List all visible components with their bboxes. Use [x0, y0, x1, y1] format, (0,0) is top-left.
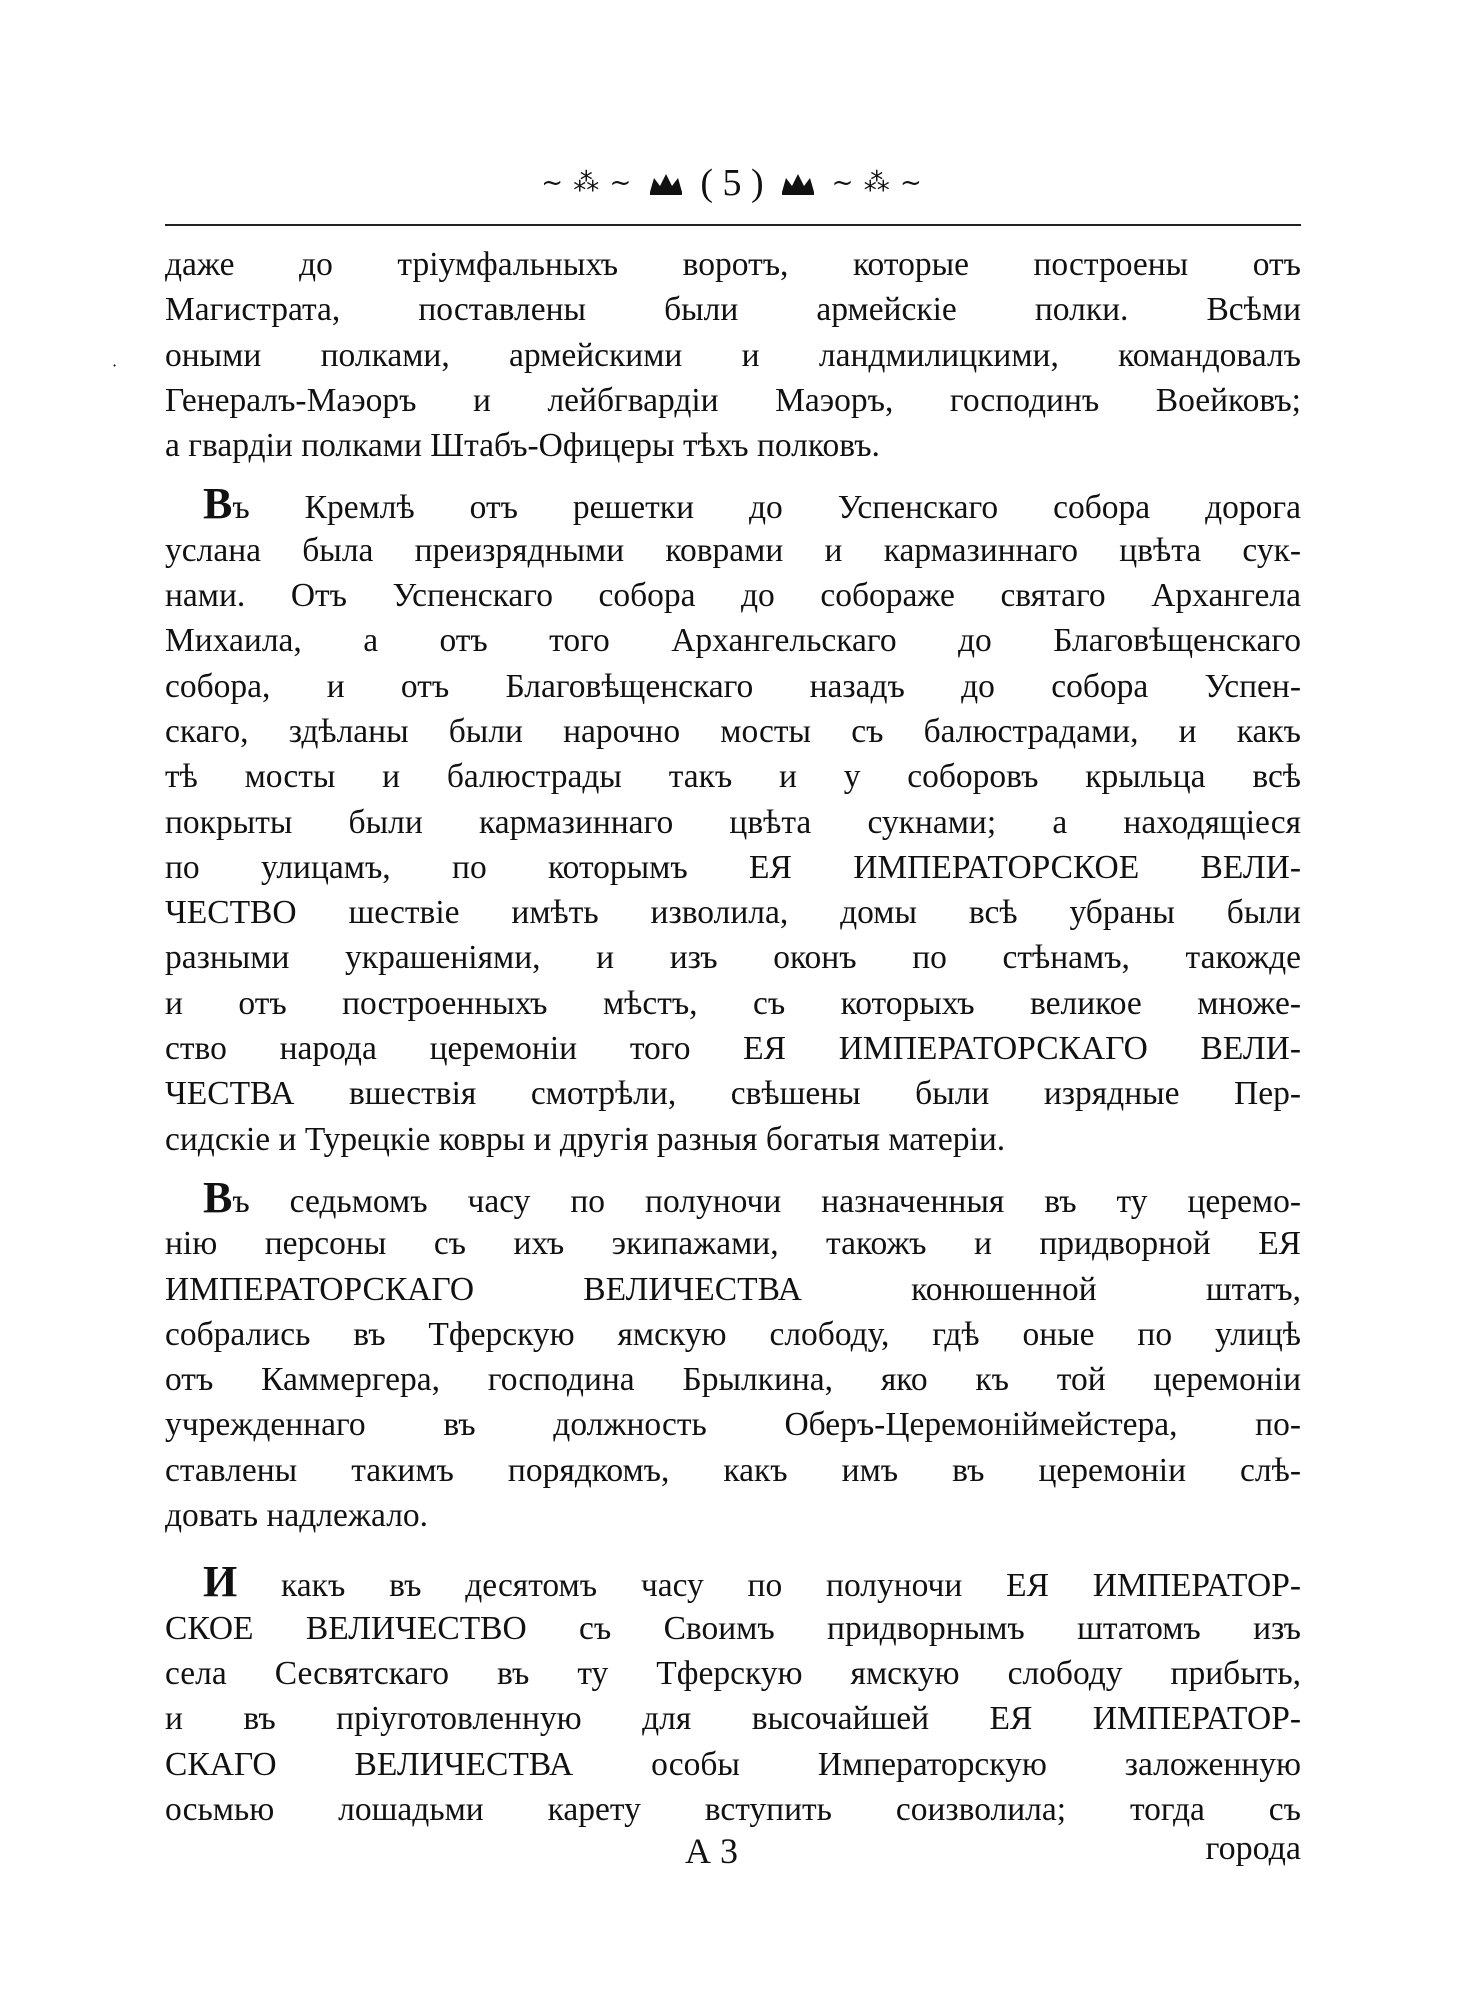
drop-cap: В: [203, 482, 233, 528]
catchword: города: [1205, 1830, 1301, 1867]
drop-cap: В: [203, 1175, 233, 1222]
header-ornament-right: ~ ⁂ ~: [831, 168, 923, 198]
text-line: собрались въ Тферскую ямскую слободу, гдѣ оные по улицѣ: [165, 1315, 1301, 1353]
header-ornament-left: ~ ⁂ ~: [541, 168, 633, 198]
text-line: села Сесвятскаго въ ту Тферскую ямскую слободу прибыть,: [165, 1654, 1301, 1692]
crown-right-icon: [778, 170, 818, 196]
text-line: ство народа церемоніи того ЕЯ ИМПЕРАТОРСКАГО ВЕЛИ-: [165, 1030, 1301, 1068]
text-line: ЧЕСТВО шествіе имѣть изволила, домы всѣ убраны были: [165, 894, 1301, 932]
crown-left-icon: [646, 170, 686, 196]
text-line: даже до тріумфальныхъ воротъ, которые построены отъ: [165, 246, 1301, 283]
text-line: скаго, здѣланы были нарочно мосты съ балюстрадами, и какъ: [165, 712, 1301, 750]
text-line: ставлены такимъ порядкомъ, какъ имъ въ церемоніи слѣ-: [165, 1451, 1301, 1489]
signature-mark: А 3: [685, 1831, 738, 1871]
text-line: ИМПЕРАТОРСКАГО ВЕЛИЧЕСТВА конюшенной штатъ,: [165, 1270, 1301, 1308]
header-rule: [165, 224, 1301, 226]
paragraph-4: [165, 1560, 1301, 1832]
text-line: и въ пріуготовленную для высочайшей ЕЯ ИМПЕРАТОР-: [165, 1700, 1301, 1738]
page-footer: [165, 1830, 1301, 1880]
text-line: сидскіе и Турецкіе ковры и другія разныя богатыя матеріи.: [165, 1120, 1006, 1158]
text-line-first: И какъ въ десятомъ часу по полуночи ЕЯ ИМПЕРАТОР-: [165, 1560, 1301, 1605]
text-line: Магистрата, поставлены были армейскіе полки. Всѣми: [165, 291, 1301, 329]
running-header: [0, 158, 1464, 208]
text-line: довать надлежало.: [165, 1497, 429, 1535]
paragraph-3: [165, 1176, 1301, 1538]
text-line: нію персоны съ ихъ экипажами, такожъ и придворной ЕЯ: [165, 1225, 1301, 1263]
text-line: по улицамъ, по которымъ ЕЯ ИМПЕРАТОРСКОЕ ВЕЛИ-: [165, 848, 1301, 886]
text-line: покрыты были кармазиннаго цвѣта сукнами; а находящіеся: [165, 803, 1301, 841]
text-line: СКАГО ВЕЛИЧЕСТВА особы Императорскую заложенную: [165, 1745, 1301, 1783]
text-line: СКОЕ ВЕЛИЧЕСТВО съ Своимъ придворнымъ штатомъ изъ: [165, 1609, 1301, 1647]
text-line: услана была преизрядными коврами и кармазиннаго цвѣта сук-: [165, 531, 1301, 569]
text-line: нами. Отъ Успенскаго собора до собораже святаго Архангела: [165, 577, 1301, 615]
text-line: собора, и отъ Благовѣщенскаго назадъ до собора Успен-: [165, 667, 1301, 705]
text-line: Михаила, а отъ того Архангельскаго до Благовѣщенскаго: [165, 622, 1301, 660]
text-line-first: Въ Кремлѣ отъ решетки до Успенскаго собора дорога: [165, 482, 1301, 527]
paragraph-2: [165, 482, 1301, 1161]
text-line-first: Въ седьмомъ часу по полуночи назначенныя въ ту церемо-: [165, 1176, 1301, 1221]
text-line: отъ Каммергера, господина Брылкина, яко къ той церемоніи: [165, 1361, 1301, 1399]
paragraph-1: [165, 242, 1301, 468]
text-line: оными полками, армейскими и ландмилицкими, командовалъ: [165, 336, 1301, 374]
drop-cap: И: [203, 1560, 238, 1606]
text-line: Генералъ-Маэоръ и лейбгвардіи Маэоръ, господинъ Воейковъ;: [165, 381, 1301, 419]
body-text: [165, 242, 1301, 1832]
page-number: ( 5 ): [700, 162, 764, 204]
text-line: тѣ мосты и балюстрады такъ и у соборовъ крыльца всѣ: [165, 758, 1301, 796]
text-line: разными украшеніями, и изъ оконъ по стѣнамъ, такожде: [165, 939, 1301, 977]
text-line: учрежденнаго въ должность Оберъ-Церемоніймейстера, по-: [165, 1406, 1301, 1444]
text-line: а гвардіи полками Штабъ-Офицеры тѣхъ полковъ.: [165, 427, 880, 465]
text-line: осьмью лошадьми карету вступить соизволила; тогда съ: [165, 1790, 1301, 1828]
text-line: и отъ построенныхъ мѣстъ, съ которыхъ великое множе-: [165, 984, 1301, 1022]
margin-mark: ·: [112, 356, 118, 375]
text-line: ЧЕСТВА вшествія смотрѣли, свѣшены были изрядные Пер-: [165, 1075, 1301, 1113]
